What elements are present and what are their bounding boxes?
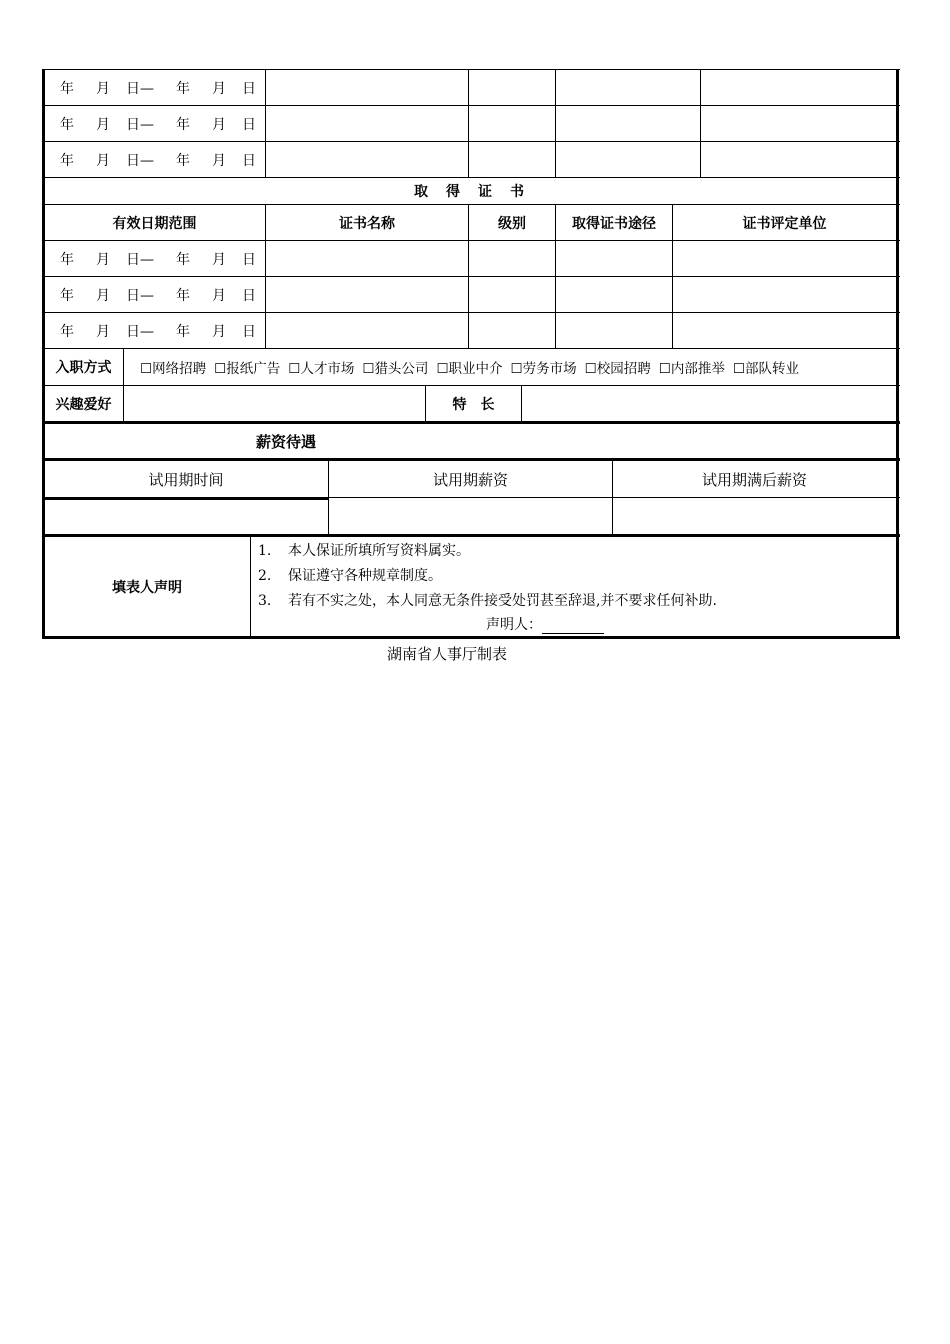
header-post-probation-salary: 试用期满后薪资	[701, 470, 807, 489]
header-probation-time: 试用期时间	[148, 470, 224, 489]
header-obtain-method: 取得证书途径	[572, 215, 656, 232]
checkbox-online-recruit[interactable]: ☐网络招聘	[140, 361, 207, 377]
specialty-label: 特 长	[452, 396, 495, 413]
date-range-field[interactable]: 年 月 日— 年 月 日	[60, 251, 256, 268]
checkbox-talent-market[interactable]: ☐人才市场	[288, 361, 355, 377]
hobby-input[interactable]	[124, 386, 425, 421]
header-issuing-unit: 证书评定单位	[742, 215, 827, 232]
footer-issuer: 湖南省人事厅制表	[386, 644, 507, 663]
date-range-field[interactable]: 年 月 日— 年 月 日	[60, 323, 256, 340]
checkbox-headhunter[interactable]: ☐猎头公司	[362, 361, 429, 377]
declaration-content	[258, 537, 894, 636]
recruit-options	[124, 349, 896, 385]
checkbox-veteran[interactable]: ☐部队转业	[732, 361, 799, 377]
checkbox-labor-market[interactable]: ☐劳务市场	[510, 361, 577, 377]
signature-label: 声明人：	[486, 617, 542, 633]
declaration-item: 1. 本人保证所填所写资料属实。	[258, 543, 470, 559]
salary-title: 薪资待遇	[255, 432, 316, 451]
checkbox-internal-referral[interactable]: ☐内部推举	[658, 361, 725, 377]
specialty-input[interactable]	[522, 386, 896, 421]
header-probation-salary: 试用期薪资	[432, 470, 508, 489]
probation-salary-input[interactable]	[329, 499, 612, 534]
checkbox-campus[interactable]: ☐校园招聘	[584, 361, 651, 377]
header-certificate-name: 证书名称	[339, 215, 395, 232]
declaration-item: 3. 若有不实之处，本人同意无条件接受处罚甚至辞退,并不要求任何补助.	[258, 593, 717, 609]
date-range-field[interactable]: 年 月 日— 年 月 日	[60, 80, 256, 97]
post-probation-salary-input[interactable]	[613, 499, 896, 534]
header-level: 级别	[498, 215, 526, 232]
declaration-label: 填表人声明	[112, 579, 182, 596]
hobby-label: 兴趣爱好	[55, 396, 112, 413]
checkbox-agency[interactable]: ☐职业中介	[436, 361, 503, 377]
date-range-field[interactable]: 年 月 日— 年 月 日	[60, 152, 256, 169]
date-range-field[interactable]: 年 月 日— 年 月 日	[60, 287, 256, 304]
certificates-section-title: 取 得 证 书	[414, 184, 526, 200]
date-range-field[interactable]: 年 月 日— 年 月 日	[60, 116, 256, 133]
checkbox-newspaper[interactable]: ☐报纸广告	[214, 361, 281, 377]
signature-field[interactable]	[542, 619, 604, 634]
declaration-item: 2. 保证遵守各种规章制度。	[258, 568, 442, 584]
header-validity-range: 有效日期范围	[112, 215, 197, 232]
signature-row	[486, 614, 604, 634]
recruit-label: 入职方式	[55, 360, 112, 376]
probation-time-input[interactable]	[44, 500, 328, 534]
